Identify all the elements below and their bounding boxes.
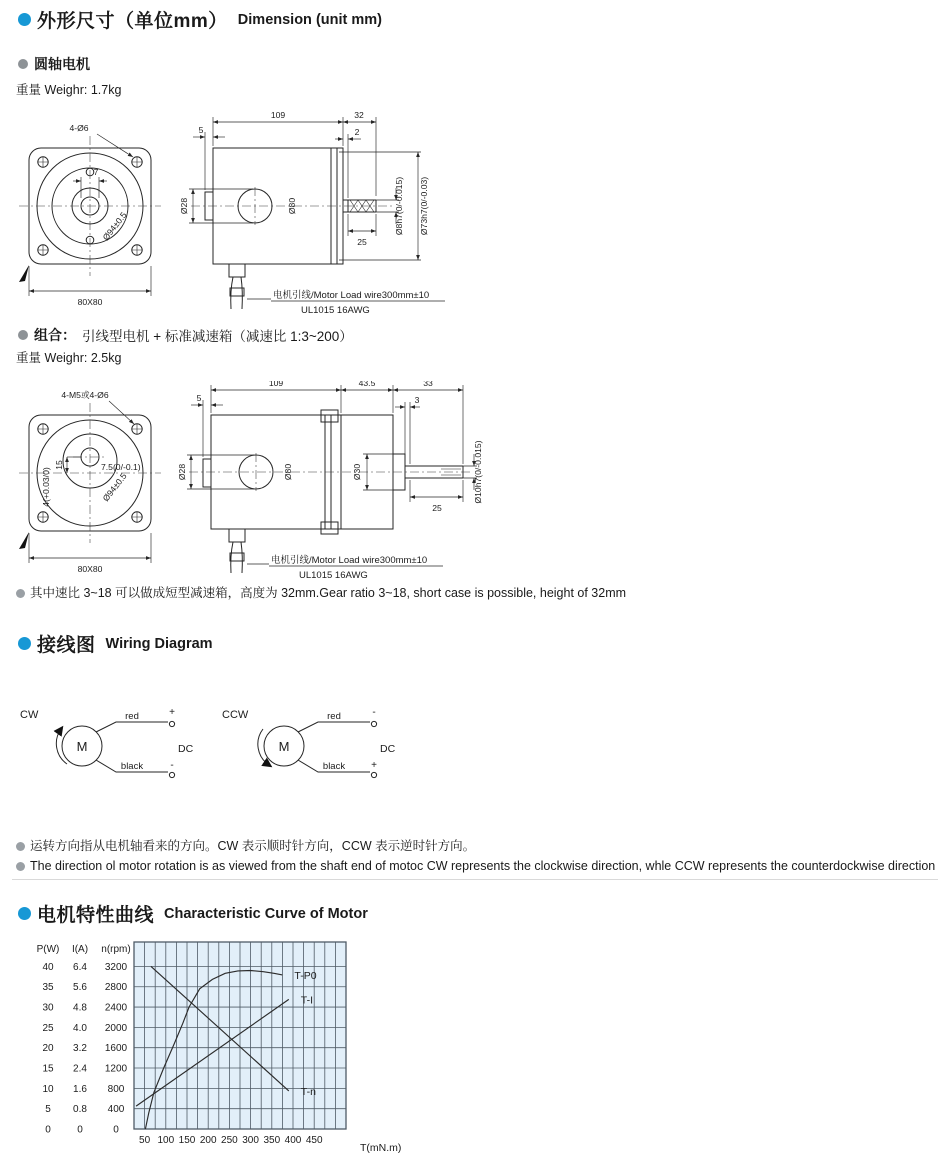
x-tick-label: 100	[157, 1135, 175, 1146]
section-bullet-icon	[18, 907, 31, 920]
y-tick-label: 10	[42, 1083, 54, 1095]
weight-label-cn: 重量	[16, 351, 42, 365]
series-label-T-P0: T-P0	[294, 969, 317, 982]
cable-gland	[229, 264, 245, 277]
geared-subtitle	[18, 325, 353, 345]
dim-body-dia: Ø80	[287, 197, 297, 215]
wire-label-1: 电机引线/Motor Load wire300mm±10	[273, 290, 430, 301]
subsection-bullet-icon	[18, 330, 28, 340]
dim-front-step: 2	[354, 127, 360, 137]
separator-line	[12, 879, 938, 880]
weight-value: Weighr: 2.5kg	[44, 351, 122, 365]
gear-ratio-note	[16, 583, 626, 601]
curve-title-cn: 电机特性曲线	[37, 905, 155, 926]
wire-label-2: UL1015 16AWG	[301, 305, 370, 316]
y-tick-label: 2.4	[73, 1063, 87, 1075]
x-axis-label: T(mN.m)	[360, 1142, 402, 1154]
wiring-title-cn: 接线图	[37, 635, 96, 656]
x-tick-label: 300	[242, 1135, 259, 1146]
curve-section-header	[18, 900, 368, 927]
note-bullet-icon	[16, 862, 25, 871]
y-tick-label: 20	[42, 1043, 54, 1055]
motor-symbol: M	[278, 739, 290, 754]
dim-corner-holes: 4-M5或4-Ø6	[61, 390, 109, 400]
dim-shaft-dia: Ø8h7(0/-0.015)	[394, 176, 404, 236]
dc-label: DC	[178, 743, 194, 755]
wiring-diagram	[12, 696, 412, 796]
polarity-bottom: +	[371, 760, 377, 771]
cw-diagram	[20, 707, 194, 778]
cable-gland	[229, 529, 245, 542]
characteristic-curve-chart	[12, 934, 447, 1154]
round-shaft-subtitle-text: 圆轴电机	[34, 56, 90, 72]
terminal-icon	[169, 721, 174, 726]
y-tick-label: 40	[42, 961, 54, 973]
y-axis-header: I(A)	[71, 944, 89, 955]
y-tick-label: 3.2	[73, 1043, 87, 1055]
y-tick-label: 30	[42, 1002, 54, 1014]
series-label-T-n: T-n	[300, 1085, 316, 1098]
dim-shaft-length: 25	[432, 503, 442, 513]
geared-motor-drawing	[15, 381, 500, 581]
dim-pilot-dia: Ø73h7(0/-0.03)	[419, 176, 429, 236]
y-tick-label: 1600	[104, 1043, 128, 1055]
dim-bolt-circle: Ø94±0.5	[100, 210, 129, 243]
y-tick-label: 2000	[104, 1022, 128, 1034]
front-view	[19, 123, 161, 307]
section-bullet-icon	[18, 637, 31, 650]
terminal-icon	[371, 772, 376, 777]
terminal-icon	[169, 772, 174, 777]
dim-shaft-section: 33	[423, 381, 433, 388]
y-tick-label: 4.0	[73, 1022, 87, 1034]
curve-title-en: Characteristic Curve of Motor	[164, 905, 368, 922]
x-tick-label: 400	[284, 1135, 302, 1146]
dimension-section-header	[18, 6, 382, 33]
wiring-title-en: Wiring Diagram	[105, 635, 213, 652]
geared-weight	[16, 348, 121, 366]
rotation-note-en	[16, 859, 935, 873]
ccw-diagram	[222, 707, 396, 778]
dim-square: 80X80	[77, 297, 103, 307]
dim-rear-step: 5	[198, 125, 204, 135]
y-tick-label: 15	[42, 1063, 54, 1075]
dim-rear-boss-dia: Ø28	[177, 463, 187, 481]
y-tick-label: 5	[45, 1104, 51, 1116]
dim-key2: 4(+0.03/0)	[41, 467, 51, 507]
x-tick-label: 150	[178, 1135, 196, 1146]
red-wire-label: red	[125, 711, 139, 722]
dim-gearbox-length: 43.5	[358, 381, 376, 388]
dim-hole-span: 7	[93, 167, 99, 177]
note-bullet-icon	[16, 589, 25, 598]
x-tick-label: 200	[199, 1135, 217, 1146]
y-tick-label: 800	[107, 1083, 125, 1095]
wiring-section-header	[18, 630, 213, 657]
y-tick-label: 6.4	[73, 961, 87, 973]
round-shaft-motor-drawing	[15, 104, 447, 318]
y-tick-label: 400	[107, 1104, 125, 1116]
y-tick-label: 1.6	[73, 1083, 87, 1095]
y-tick-label: 0	[113, 1124, 119, 1136]
x-tick-label: 350	[263, 1135, 281, 1146]
side-view	[179, 110, 445, 316]
dim-shaft-section: 32	[354, 110, 364, 120]
x-tick-label: 450	[305, 1135, 323, 1146]
black-wire-label: black	[322, 761, 346, 772]
note-bullet-icon	[16, 842, 25, 851]
rotation-note-en-text: The direction ol motor rotation is as viewed from the shaft end of motoc CW represents the clockwise direction, whle CCW represents the counterdockwise direction	[30, 859, 936, 873]
gear-ratio-note-text: 其中速比 3~18 可以做成短型减速箱，高度为 32mm.Gear ratio 3~18, short case is possible, height of 32mm	[30, 586, 627, 600]
weight-label-cn: 重量	[16, 83, 42, 97]
round-shaft-subtitle	[18, 54, 90, 74]
wire-label-2: UL1015 16AWG	[299, 570, 368, 581]
dim-front-step: 3	[414, 395, 420, 405]
dim-shaft-dia: Ø10h7(0/-0.015)	[473, 440, 483, 504]
rotation-note-cn-text: 运转方向指从电机轴看来的方向。CW 表示顺时针方向，CCW 表示逆时针方向。	[30, 839, 476, 853]
y-tick-label: 35	[42, 982, 54, 994]
dim-corner-holes: 4-Ø6	[69, 123, 89, 133]
dim-shaft-length: 25	[357, 237, 367, 247]
y-tick-label: 3200	[104, 961, 128, 973]
y-axis-header: P(W)	[36, 944, 60, 955]
red-wire-label: red	[327, 711, 341, 722]
dim-boss-dia: Ø30	[352, 463, 362, 481]
polarity-bottom: -	[170, 760, 174, 771]
datum-mark-icon	[19, 532, 29, 549]
front-view	[19, 389, 161, 574]
y-axis-header: n(rpm)	[101, 944, 131, 955]
rotation-note-cn	[16, 836, 475, 854]
terminal-icon	[371, 721, 376, 726]
dim-offset: 15	[54, 460, 64, 470]
geared-subtitle-bold: 组合：	[34, 327, 76, 343]
dim-body-length: 109	[268, 381, 284, 388]
y-tick-label: 25	[42, 1022, 54, 1034]
dim-bolt-circle: Ø94±0.5	[100, 471, 129, 504]
dimension-title-en: Dimension (unit mm)	[237, 11, 382, 28]
y-tick-label: 0	[77, 1124, 83, 1136]
y-tick-label: 1200	[104, 1063, 128, 1075]
polarity-top: +	[169, 707, 175, 718]
y-tick-label: 4.8	[73, 1002, 87, 1014]
dim-body-length: 109	[270, 110, 286, 120]
dc-label: DC	[380, 743, 396, 755]
weight-value: Weighr: 1.7kg	[44, 83, 122, 97]
x-tick-label: 50	[139, 1135, 151, 1146]
subsection-bullet-icon	[18, 59, 28, 69]
dim-body-dia: Ø80	[283, 463, 293, 481]
dimension-title-cn: 外形尺寸（单位mm）	[37, 11, 228, 32]
y-tick-label: 5.6	[73, 982, 87, 994]
dim-square: 80X80	[77, 564, 103, 574]
wire-label-1: 电机引线/Motor Load wire300mm±10	[271, 555, 428, 566]
section-bullet-icon	[18, 13, 31, 26]
motor-symbol: M	[76, 739, 88, 754]
polarity-top: -	[372, 707, 376, 718]
x-tick-label: 250	[221, 1135, 238, 1146]
round-shaft-weight	[16, 80, 121, 98]
side-view	[177, 381, 483, 581]
series-label-T-I: T-I	[300, 994, 314, 1007]
ccw-label: CCW	[222, 709, 249, 721]
black-wire-label: black	[120, 761, 144, 772]
datum-mark-icon	[19, 265, 29, 282]
y-tick-label: 0.8	[73, 1104, 87, 1116]
dim-rear-step: 5	[196, 393, 202, 403]
y-tick-label: 0	[45, 1124, 51, 1136]
dim-key1: 7.5(0/-0.1)	[101, 462, 141, 472]
dim-rear-boss-dia: Ø28	[179, 197, 189, 215]
y-tick-label: 2400	[104, 1002, 128, 1014]
geared-subtitle-rest: 引线型电机 + 标准减速箱（减速比 1:3~200）	[82, 329, 353, 344]
y-tick-label: 2800	[104, 982, 128, 994]
cw-label: CW	[20, 709, 39, 721]
